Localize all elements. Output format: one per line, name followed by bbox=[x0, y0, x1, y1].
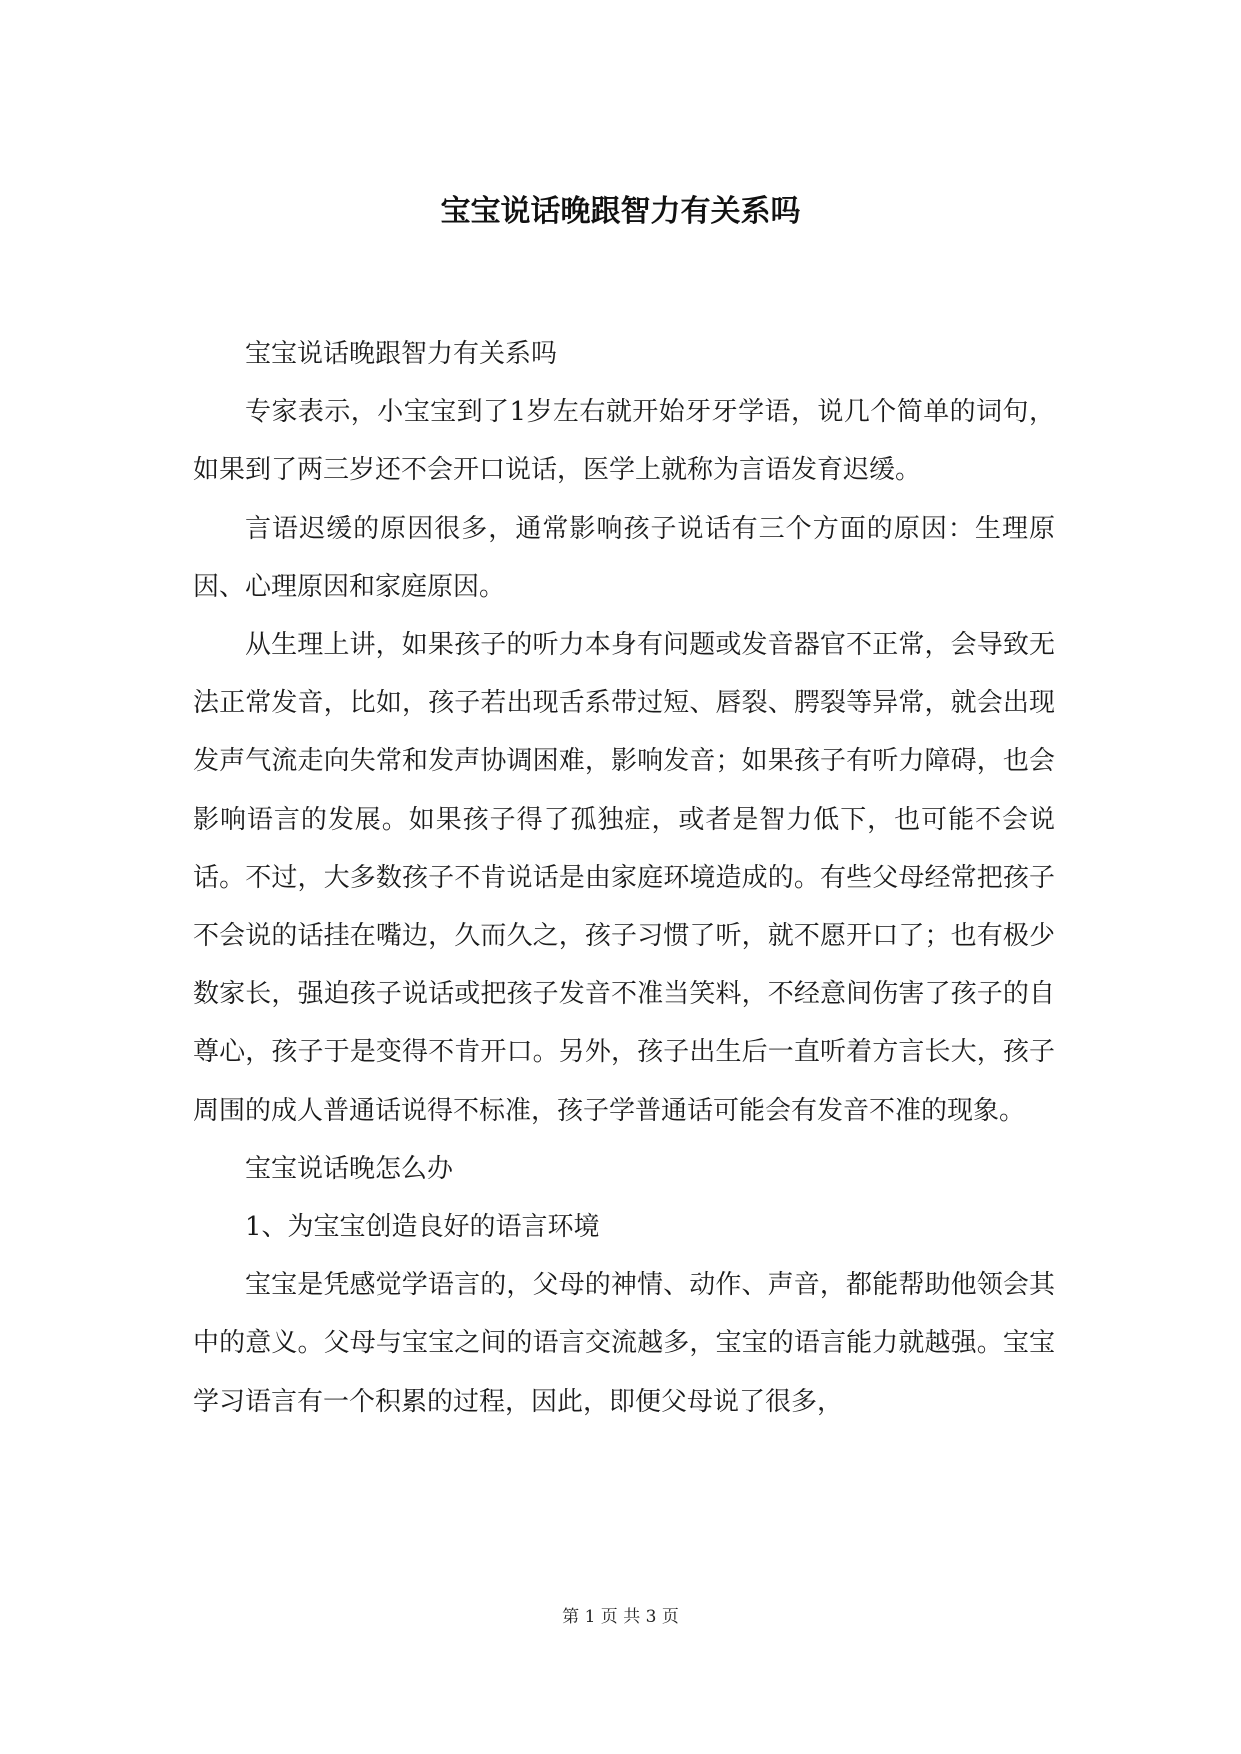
paragraph-delay-causes: 言语迟缓的原因很多，通常影响孩子说话有三个方面的原因：生理原因、心理原因和家庭原因。 bbox=[193, 513, 1055, 602]
paragraph-language-environment: 宝宝是凭感觉学语言的，父母的神情、动作、声音，都能帮助他领会其中的意义。父母与宝宝之间的语言交流越多，宝宝的语言能力就越强。宝宝学习语言有一个积累的过程，因此，即便父母说了很多， bbox=[193, 1270, 1055, 1417]
paragraph-physiological-reasons: 从生理上讲，如果孩子的听力本身有问题或发音器官不正常，会导致无法正常发音，比如，孩子若出现舌系带过短、唇裂、腭裂等异常，就会出现发声气流走向失常和发声协调困难，影响发音；如果孩子有听力障碍，也会影响语言的发展。如果孩子得了孤独症，或者是智力低下，也可能不会说话。不过，大多数孩子不肯说话是由家庭环境造成的。有些父母经常把孩子不会说的话挂在嘴边，久而久之，孩子习惯了听，就不愿开口了；也有极少数家长，强迫孩子说话或把孩子发音不准当笑料，不经意间伤害了孩子的自尊心，孩子于是变得不肯开口。另外，孩子出生后一直听着方言长大，孩子周围的成人普通话说得不标准，孩子学普通话可能会有发音不准的现象。 bbox=[193, 630, 1055, 1126]
list-item-heading-1: 1、为宝宝创造良好的语言环境 bbox=[245, 1212, 600, 1243]
paragraph-expert-statement: 专家表示，小宝宝到了1岁左右就开始牙牙学语，说几个简单的词句，如果到了两三岁还不会开口说话，医学上就称为言语发育迟缓。 bbox=[193, 397, 1055, 486]
page-number-footer: 第 1 页 共 3 页 bbox=[562, 1607, 679, 1627]
document-title: 宝宝说话晚跟智力有关系吗 bbox=[440, 194, 801, 229]
document-body bbox=[193, 325, 1055, 1431]
paragraph-subtitle: 宝宝说话晚跟智力有关系吗 bbox=[245, 339, 558, 369]
section-heading-what-to-do: 宝宝说话晚怎么办 bbox=[245, 1153, 454, 1184]
